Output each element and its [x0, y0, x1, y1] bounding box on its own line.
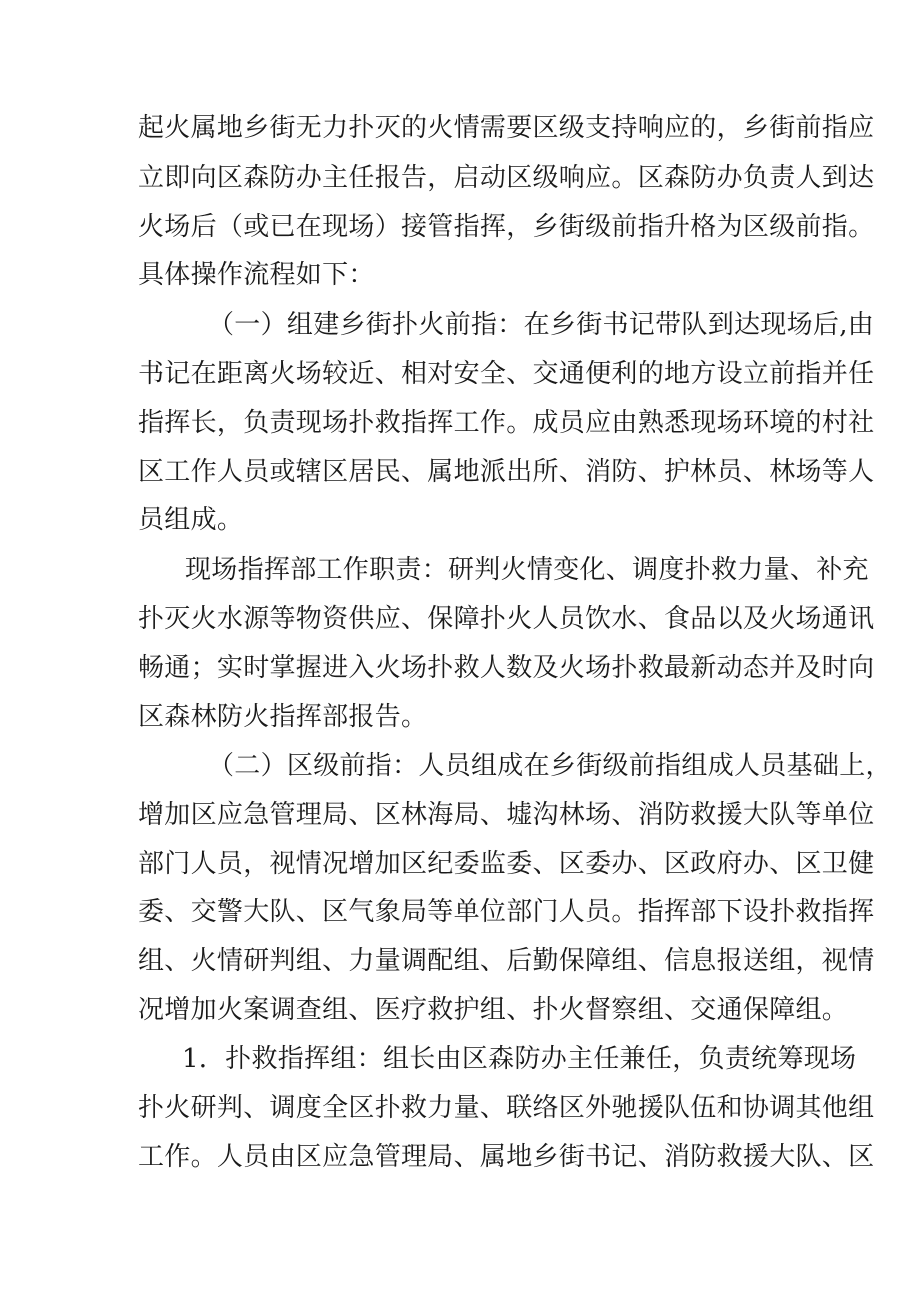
text-line: 部门人员，视情况增加区纪委监委、区委办、区政府办、区卫健 — [138, 849, 875, 879]
text-line: 立即向区森防办主任报告，启动区级响应。区森防办负责人到达 — [138, 163, 875, 193]
text-line: 畅通；实时掌握进入火场扑救人数及火场扑救最新动态并及时向 — [138, 653, 875, 683]
list-item-heading: 1．扑救指挥组：组长由区森防办主任兼任，负责统筹现场 — [182, 1044, 857, 1074]
text-line: 况增加火案调查组、医疗救护组、扑火督察组、交通保障组。 — [138, 995, 849, 1025]
text-line: 火场后（或已在现场）接管指挥，乡街级前指升格为区级前指。 — [138, 212, 875, 242]
text-line: 起火属地乡街无力扑灭的火情需要区级支持响应的，乡街前指应 — [138, 113, 875, 143]
text-line: 工作。人员由区应急管理局、属地乡街书记、消防救援大队、区 — [138, 1142, 875, 1172]
text-line: 员组成。 — [138, 505, 244, 535]
section-heading-2: （二）区级前指：人员组成在乡街级前指组成人员基础上， — [208, 751, 892, 781]
paragraph-start: 现场指挥部工作职责：研判火情变化、调度扑救力量、补充 — [185, 555, 869, 585]
text-line: 区森林防火指挥部报告。 — [138, 702, 428, 732]
text-line: 指挥长，负责现场扑救指挥工作。成员应由熟悉现场环境的村社 — [138, 408, 875, 438]
text-line: 区工作人员或辖区居民、属地派出所、消防、护林员、林场等人 — [138, 457, 875, 487]
text-line: 书记在距离火场较近、相对安全、交通便利的地方设立前指并任 — [138, 359, 875, 389]
text-line: 委、交警大队、区气象局等单位部门人员。指挥部下设扑救指挥 — [138, 897, 875, 927]
text-line: 增加区应急管理局、区林海局、墟沟林场、消防救援大队等单位 — [138, 800, 875, 830]
text-line: 具体操作流程如下： — [138, 260, 375, 290]
text-line: 组、火情研判组、力量调配组、后勤保障组、信息报送组，视情 — [138, 946, 875, 976]
section-heading-1: （一）组建乡街扑火前指：在乡街书记带队到达现场后,由 — [208, 310, 875, 340]
text-line: 扑火研判、调度全区扑救力量、联络区外驰援队伍和协调其他组 — [138, 1093, 875, 1123]
text-line: 扑灭火水源等物资供应、保障扑火人员饮水、食品以及火场通讯 — [138, 604, 875, 634]
